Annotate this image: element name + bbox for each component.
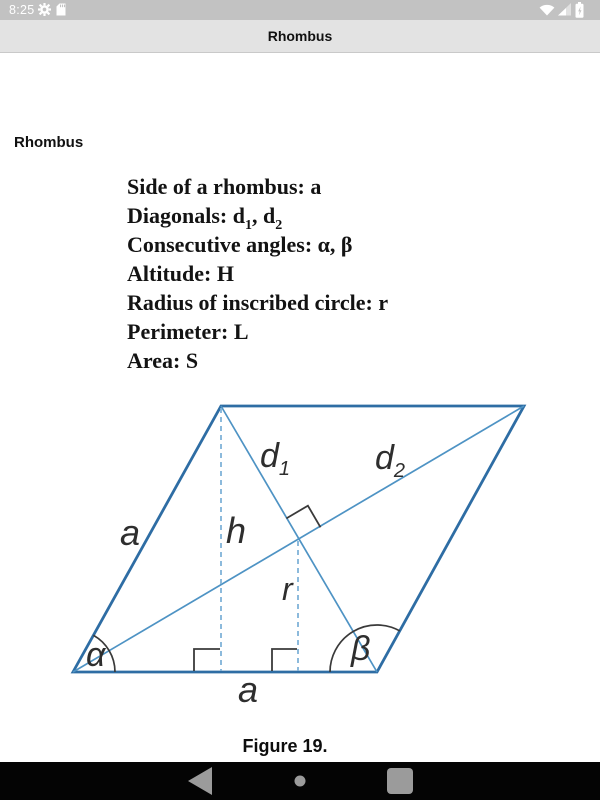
spec-line [127, 317, 388, 346]
radius-r-label: r [282, 571, 293, 607]
spec-line [127, 346, 388, 375]
page-heading: Rhombus [14, 134, 84, 151]
status-time: 8:25 [9, 3, 35, 17]
d1-base: d [260, 437, 279, 475]
alpha-label: α [86, 636, 106, 674]
spec-text: , d [251, 203, 276, 228]
d1-subscript: 1 [278, 458, 291, 480]
status-bar [0, 0, 600, 20]
spec-text: Altitude: H [127, 261, 234, 286]
back-icon [188, 767, 212, 795]
gear-icon [38, 3, 51, 16]
spec-line [127, 259, 388, 288]
recents-icon [387, 768, 413, 794]
spec-list [127, 172, 388, 375]
spec-text: Diagonals: d [127, 203, 245, 228]
app-bar-title: Rhombus [267, 28, 333, 44]
spec-subscript: 1 [244, 218, 252, 233]
home-button[interactable] [270, 762, 330, 800]
d2-base: d [375, 439, 394, 477]
wifi-icon [538, 3, 556, 16]
height-h-label: h [226, 510, 247, 551]
home-icon [294, 775, 306, 787]
spec-line [127, 288, 388, 317]
diagonal-d1-label [260, 437, 290, 480]
spec-text: Side of a rhombus: a [127, 174, 322, 199]
figure-caption: Figure 19. [242, 736, 328, 756]
sd-card-icon [56, 3, 66, 16]
spec-line [127, 172, 388, 201]
battery-charging-icon [575, 2, 584, 18]
nav-bar [0, 762, 600, 800]
spec-text: Perimeter: L [127, 319, 249, 344]
side-a-label: a [120, 512, 141, 553]
right-angle-mark-altitude [194, 649, 220, 671]
diagonal-d2-label [375, 439, 405, 482]
beta-label: β [351, 630, 371, 668]
spec-text: Area: S [127, 348, 199, 373]
app-bar [0, 20, 600, 53]
recents-button[interactable] [370, 762, 430, 800]
rhombus-figure [55, 393, 545, 708]
spec-subscript: 2 [275, 218, 283, 233]
signal-icon [558, 3, 571, 16]
d2-subscript: 2 [393, 460, 406, 482]
right-angle-mark-center [286, 506, 320, 528]
base-a-label: a [238, 669, 259, 708]
spec-text: Radius of inscribed circle: r [127, 290, 389, 315]
right-angle-mark-radius [272, 649, 297, 671]
spec-text: Consecutive angles: α, β [127, 232, 353, 257]
content-scroll-area[interactable] [0, 53, 600, 762]
spec-line [127, 230, 388, 259]
spec-line [127, 201, 388, 233]
back-button[interactable] [170, 762, 230, 800]
